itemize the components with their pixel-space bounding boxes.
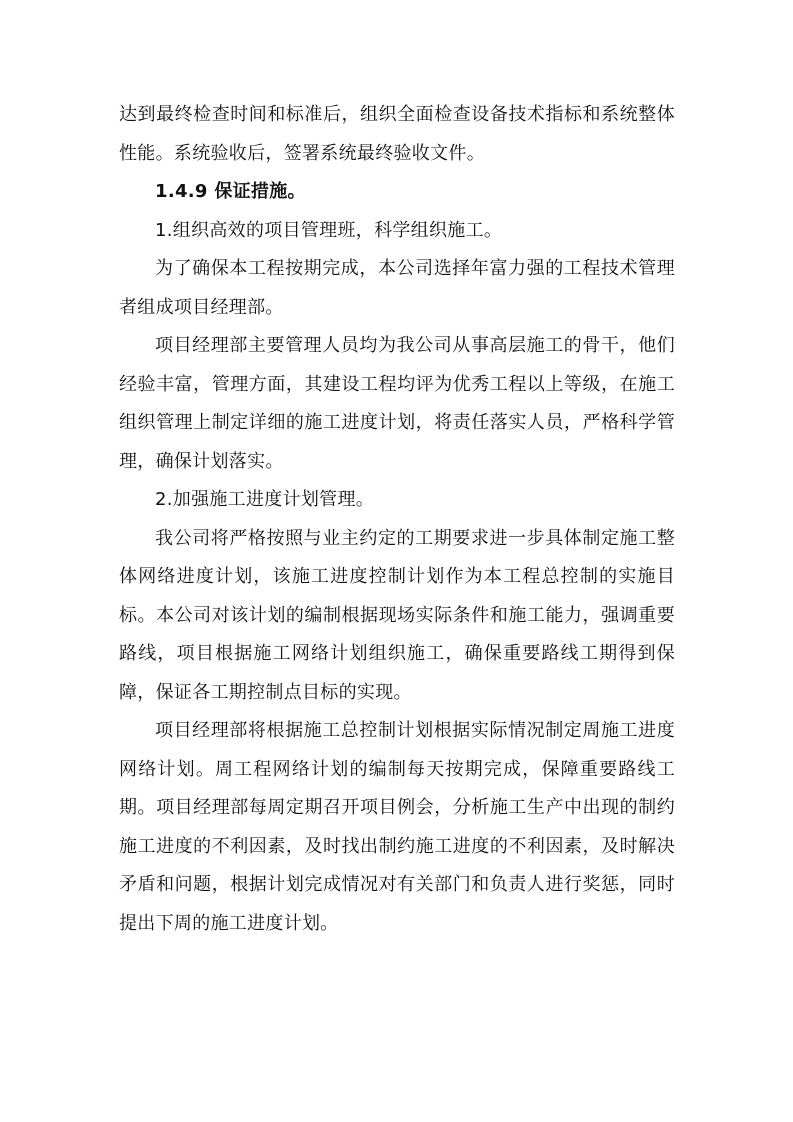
item-2-paragraph-1: 我公司将严格按照与业主约定的工期要求进一步具体制定施工整体网络进度计划，该施工进度控制计划作为本工程总控制的实施目标。本公司对该计划的编制根据现场实际条件和施工能力，强调重要路线，项目根据施工网络计划组织施工，确保重要路线工期得到保障，保证各工期控制点目标的实现。 <box>119 527 675 703</box>
document-page <box>119 96 675 943</box>
item-1-title: 1.组织高效的项目管理班，科学组织施工。 <box>155 219 503 241</box>
item-2-paragraph-2: 项目经理部将根据施工总控制计划根据实际情况制定周施工进度网络计划。周工程网络计划的编制每天按期完成，保障重要路线工期。项目经理部每周定期召开项目例会，分析施工生产中出现的制约施工进度的不利因素，及时找出制约施工进度的不利因素，及时解决矛盾和问题，根据计划完成情况对有关部门和负责人进行奖惩，同时提出下周的施工进度计划。 <box>119 720 675 934</box>
item-1-paragraph-2: 项目经理部主要管理人员均为我公司从事高层施工的骨干，他们经验丰富，管理方面，其建设工程均评为优秀工程以上等级，在施工组织管理上制定详细的施工进度计划，将责任落实人员，严格科学管理，确保计划落实。 <box>119 335 675 472</box>
item-2-title: 2.加强施工进度计划管理。 <box>155 489 375 510</box>
section-heading: 1.4.9 保证措施。 <box>155 181 306 202</box>
item-1-paragraph-1: 为了确保本工程按期完成，本公司选择年富力强的工程技术管理者组成项目经理部。 <box>119 258 675 318</box>
continuation-paragraph: 达到最终检查时间和标准后，组织全面检查设备技术指标和系统整体性能。系统验收后，签署系统最终验收文件。 <box>119 104 675 164</box>
